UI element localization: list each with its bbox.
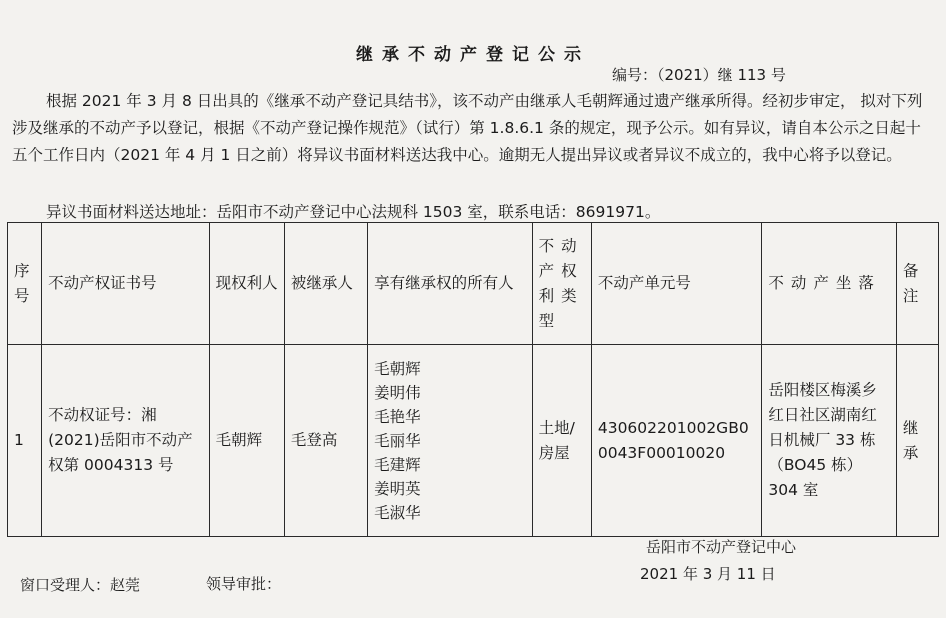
heir-name: 毛艳华 xyxy=(374,407,421,426)
table-row xyxy=(8,345,939,537)
heir-name: 毛朝辉 xyxy=(374,359,421,378)
notice-body: 根据 2021 年 3 月 8 日出具的《继承不动产登记具结书》，该不动产由继承人毛朝辉通过遗产继承所得。经初步审定， 拟对下列涉及继承的不动产予以登记，根据《不动产登记操作规范》（试行）第 1.8.6.1 条的规定，现予公示。如有异议，请自本公示之日起十五个工作日内（2021 年 4 月 1 日之前）将异议书面材料送达我中心。逾期无人提出异议或者异议不成立的，我中心将予以登记。 xyxy=(12,92,923,164)
cell-location: 岳阳楼区梅溪乡红日社区湖南红日机械厂 33 栋（BO45 栋）304 室 xyxy=(762,345,896,537)
registration-table xyxy=(7,222,939,537)
header-type: 不动产权利类型 xyxy=(532,223,591,345)
cell-heirs xyxy=(368,345,533,537)
table-header-row xyxy=(8,223,939,345)
notice-title: 继承不动产登记公示 xyxy=(356,45,590,65)
header-deceased: 被继承人 xyxy=(284,223,367,345)
header-unit: 不动产单元号 xyxy=(591,223,762,345)
header-cert: 不动产权证书号 xyxy=(42,223,210,345)
cell-seq: 1 xyxy=(8,345,42,537)
header-holder: 现权利人 xyxy=(209,223,284,345)
cell-type: 土地/房屋 xyxy=(532,345,591,537)
objection-address: 异议书面材料送达地址：岳阳市不动产登记中心法规科 1503 室，联系电话：8691971。 xyxy=(46,203,661,221)
issuing-center: 岳阳市不动产登记中心 xyxy=(646,538,797,556)
heir-name: 姜明英 xyxy=(374,479,421,498)
header-note: 备注 xyxy=(896,223,938,345)
document-number: 编号：（2021）继 113 号 xyxy=(612,66,786,84)
heir-name: 姜明伟 xyxy=(374,383,421,402)
cell-cert: 不动权证号：湘(2021)岳阳市不动产权第 0004313 号 xyxy=(42,345,210,537)
cell-deceased: 毛登高 xyxy=(284,345,367,537)
header-heirs: 享有继承权的所有人 xyxy=(368,223,533,345)
issue-date: 2021 年 3 月 11 日 xyxy=(640,565,776,583)
cell-unit: 430602201002GB00043F00010020 xyxy=(591,345,762,537)
window-clerk: 窗口受理人：赵莞 xyxy=(20,576,141,594)
cell-holder: 毛朝辉 xyxy=(209,345,284,537)
header-seq: 序号 xyxy=(8,223,42,345)
leader-approval: 领导审批： xyxy=(206,575,282,593)
header-location: 不动产坐落 xyxy=(762,223,896,345)
heir-name: 毛淑华 xyxy=(374,503,421,522)
heir-name: 毛建辉 xyxy=(374,455,421,474)
heir-name: 毛丽华 xyxy=(374,431,421,450)
cell-note: 继承 xyxy=(896,345,938,537)
